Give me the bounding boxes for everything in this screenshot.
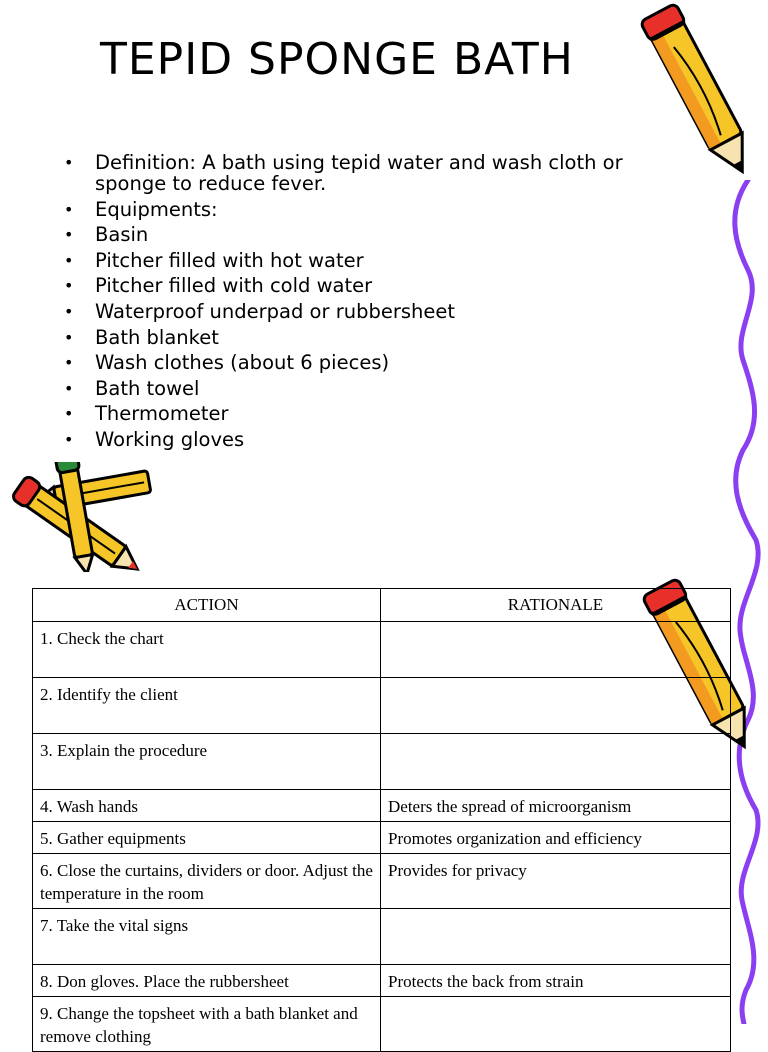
table-row bbox=[33, 734, 731, 790]
table-row bbox=[33, 678, 731, 734]
table-row bbox=[33, 622, 731, 678]
action-cell: 2. Identify the client bbox=[33, 678, 381, 734]
list-item: • Wash clothes (about 6 pieces) bbox=[62, 352, 662, 373]
table-row bbox=[33, 909, 731, 965]
list-item: • Waterproof underpad or rubbersheet bbox=[62, 301, 662, 322]
table-header-row bbox=[33, 589, 731, 622]
list-item: • Equipments: bbox=[62, 199, 662, 220]
slide-title: TEPID SPONGE BATH bbox=[100, 34, 574, 85]
list-item: • Thermometer bbox=[62, 403, 662, 424]
action-cell: 8. Don gloves. Place the rubbersheet bbox=[33, 965, 381, 997]
column-header-rationale: RATIONALE bbox=[381, 589, 731, 622]
list-item: • Bath towel bbox=[62, 378, 662, 399]
list-item: • Basin bbox=[62, 224, 662, 245]
table-row bbox=[33, 790, 731, 822]
rationale-cell bbox=[381, 622, 731, 678]
crossed-pencils-icon bbox=[0, 462, 155, 572]
list-item: • Bath blanket bbox=[62, 327, 662, 348]
list-item: • Pitcher filled with hot water bbox=[62, 250, 662, 271]
table-row bbox=[33, 965, 731, 997]
action-cell: 3. Explain the procedure bbox=[33, 734, 381, 790]
list-item: • Working gloves bbox=[62, 429, 662, 450]
list-item: • Pitcher filled with cold water bbox=[62, 275, 662, 296]
rationale-cell bbox=[381, 734, 731, 790]
table-row bbox=[33, 997, 731, 1052]
action-cell: 5. Gather equipments bbox=[33, 822, 381, 854]
action-cell: 4. Wash hands bbox=[33, 790, 381, 822]
rationale-cell: Promotes organization and efficiency bbox=[381, 822, 731, 854]
equipment-bullet-list bbox=[62, 152, 662, 455]
rationale-cell bbox=[381, 909, 731, 965]
rationale-cell bbox=[381, 678, 731, 734]
rationale-cell: Protects the back from strain bbox=[381, 965, 731, 997]
table-row bbox=[33, 822, 731, 854]
table-row bbox=[33, 854, 731, 909]
rationale-cell bbox=[381, 997, 731, 1052]
action-cell: 7. Take the vital signs bbox=[33, 909, 381, 965]
column-header-action: ACTION bbox=[33, 589, 381, 622]
procedure-table bbox=[32, 588, 731, 1052]
rationale-cell: Provides for privacy bbox=[381, 854, 731, 909]
action-cell: 1. Check the chart bbox=[33, 622, 381, 678]
rationale-cell: Deters the spread of microorganism bbox=[381, 790, 731, 822]
action-cell: 9. Change the topsheet with a bath blanket and remove clothing bbox=[33, 997, 381, 1052]
action-cell: 6. Close the curtains, dividers or door. Adjust the temperature in the room bbox=[33, 854, 381, 909]
list-item: • Definition: A bath using tepid water and wash cloth or sponge to reduce fever. bbox=[62, 152, 662, 194]
